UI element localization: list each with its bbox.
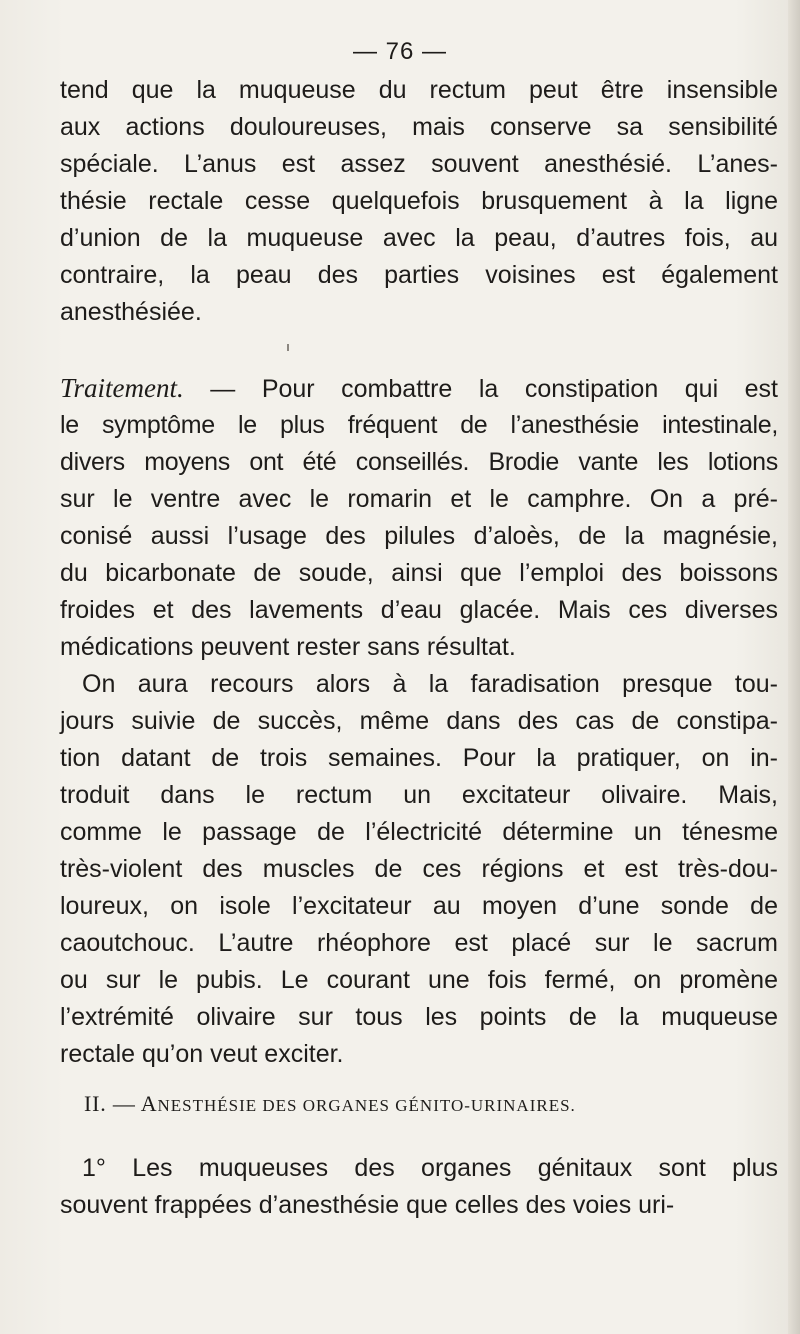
text-line: conisé aussi l’usage des pilules d’aloès, de la magnésie, [60,522,778,550]
text-line: froides et des lavements d’eau glacée. Mais ces diverses [60,596,778,624]
text-line: 1° Les muqueuses des organes génitaux sont plus [82,1154,778,1182]
page-number: — 76 — [352,38,448,65]
paragraph-1 [60,72,778,331]
text-line: caoutchouc. L’autre rhéophore est placé sur le sacrum [60,929,778,957]
treatment-title: Traitement. [60,373,184,403]
section-number: II. — [84,1091,136,1116]
text-line: tion datant de trois semaines. Pour la pratiquer, on in- [60,744,778,772]
text-line: contraire, la peau des parties voisines est également [60,261,778,289]
section-title: NESTHÉSIE DES ORGANES GÉNITO-URINAIRES. [157,1096,576,1115]
section-title-initial: A [140,1091,158,1116]
text-line: d’union de la muqueuse avec la peau, d’autres fois, au [60,224,778,252]
text-line: l’extrémité olivaire sur tous les points de la muqueuse [60,1003,778,1031]
text-line: thésie rectale cesse quelquefois brusquement à la ligne [60,187,778,215]
text-line: du bicarbonate de soude, ainsi que l’emploi des boissons [60,559,778,587]
text-line: tend que la muqueuse du rectum peut être insensible [60,76,778,104]
text-line: médications peuvent rester sans résultat. [60,633,516,661]
text-line: On aura recours alors à la faradisation presque tou- [82,670,778,698]
text-line: sur le ventre avec le romarin et le camphre. On a pré- [60,485,778,513]
text-line: très-violent des muscles de ces régions et est très-dou- [60,855,778,883]
text-line: ou sur le pubis. Le courant une fois fermé, on promène [60,966,778,994]
text-line: spéciale. L’anus est assez souvent anesthésié. L’anes- [60,150,778,178]
text-line: divers moyens ont été conseillés. Brodie vante les lotions [60,448,778,476]
text-line: souvent frappées d’anesthésie que celles des voies uri- [60,1191,675,1219]
text-line: troduit dans le rectum un excitateur olivaire. Mais, [60,781,778,809]
text-line: jours suivie de succès, même dans des cas de constipa- [60,707,778,735]
text-line: comme le passage de l’électricité détermine un ténesme [60,818,778,846]
paragraph-4 [60,1150,778,1224]
page-edge [788,0,800,1334]
treatment-first-line: — Pour combattre la constipation qui est [210,375,778,403]
text-line: aux actions douloureuses, mais conserve sa sensibilité [60,113,778,141]
section-heading [84,1091,576,1117]
print-mark [287,344,289,351]
text-line [60,370,778,407]
text-line: le symptôme le plus fréquent de l’anesthésie intestinale, [60,411,778,439]
text-line: loureux, on isole l’excitateur au moyen d’une sonde de [60,892,778,920]
text-line: anesthésiée. [60,298,202,326]
text-line: rectale qu’on veut exciter. [60,1040,344,1068]
paragraph-treatment [60,370,778,1073]
